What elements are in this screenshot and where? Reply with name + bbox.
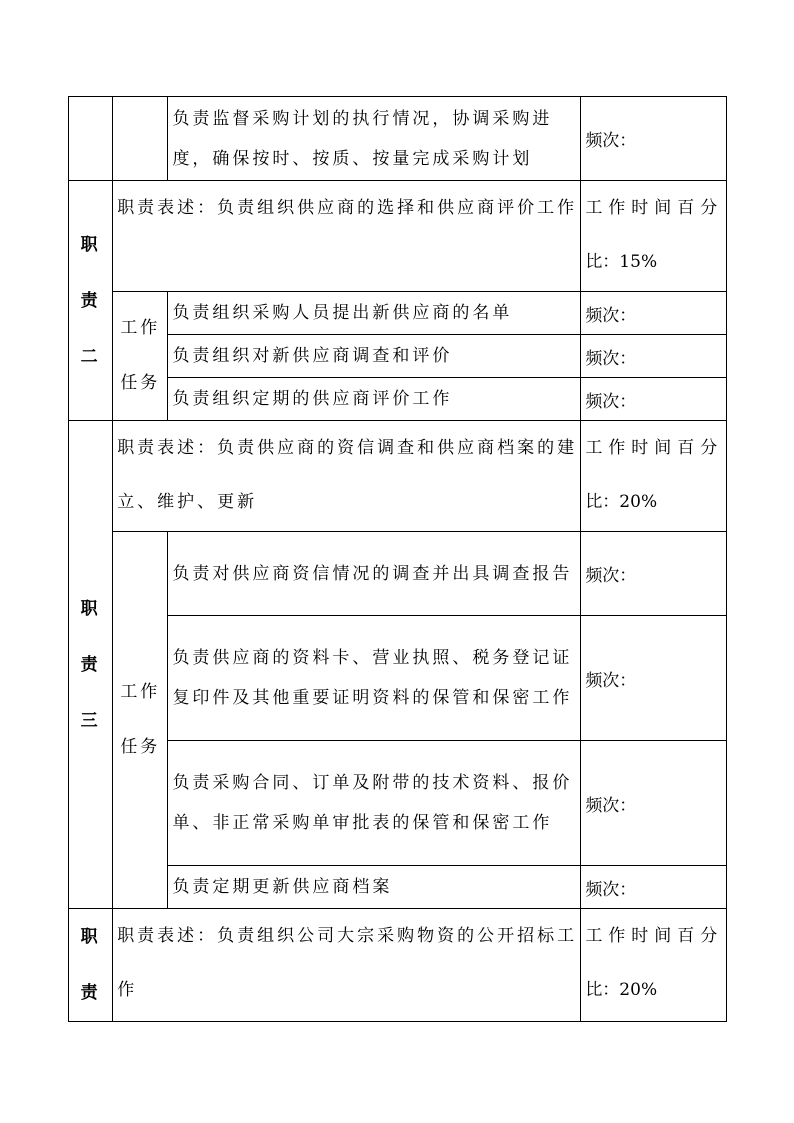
section-char: 三 xyxy=(80,710,101,731)
section-char: 二 xyxy=(80,346,101,367)
section-char: 职 xyxy=(80,927,101,947)
work-label: 任务 xyxy=(120,373,161,393)
pct-value: 比：15% xyxy=(585,252,658,272)
task-row xyxy=(69,532,727,616)
frequency-label: 频次： xyxy=(581,292,727,335)
duty-3-statement: 职责表述：负责供应商的资信调查和供应商档案的建立、维护、更新 xyxy=(113,421,581,532)
task-row xyxy=(69,866,727,909)
pct-label: 工作时间百分 xyxy=(585,926,724,946)
task-text: 负责组织采购人员提出新供应商的名单 xyxy=(168,292,581,335)
pct-label: 工作时间百分 xyxy=(585,438,724,458)
task-row xyxy=(69,616,727,741)
duty-3-work-tasks-label xyxy=(113,532,168,909)
duty-4-section-label xyxy=(69,909,113,1022)
task-text: 负责定期更新供应商档案 xyxy=(168,866,581,909)
duty-3-time-percentage xyxy=(581,421,727,532)
duty-4-statement: 职责表述：负责组织公司大宗采购物资的公开招标工作 xyxy=(113,909,581,1022)
task-text: 负责监督采购计划的执行情况，协调采购进度，确保按时、按质、按量完成采购计划 xyxy=(168,97,581,181)
task-row xyxy=(69,378,727,421)
duty-2-time-percentage xyxy=(581,181,727,292)
work-label: 工作 xyxy=(120,682,161,702)
frequency-label: 频次： xyxy=(581,741,727,866)
task-row xyxy=(69,292,727,335)
task-text: 负责供应商的资料卡、营业执照、税务登记证复印件及其他重要证明资料的保管和保密工作 xyxy=(168,616,581,741)
table-row xyxy=(69,97,727,181)
section-cell-empty xyxy=(69,97,113,181)
duty-2-work-tasks-label xyxy=(113,292,168,421)
work-label: 任务 xyxy=(120,737,161,757)
task-text: 负责对供应商资信情况的调查并出具调查报告 xyxy=(168,532,581,616)
duty-4-time-percentage xyxy=(581,909,727,1022)
task-text: 负责组织对新供应商调查和评价 xyxy=(168,335,581,378)
task-row xyxy=(69,741,727,866)
duty-statement-row xyxy=(69,909,727,1022)
duty-statement-row xyxy=(69,421,727,532)
frequency-label: 频次： xyxy=(581,335,727,378)
frequency-label: 频次： xyxy=(581,97,727,181)
duty-statement-row xyxy=(69,181,727,292)
frequency-label: 频次： xyxy=(581,866,727,909)
task-text: 负责采购合同、订单及附带的技术资料、报价单、非正常采购单审批表的保管和保密工作 xyxy=(168,741,581,866)
duty-2-statement: 职责表述：负责组织供应商的选择和供应商评价工作 xyxy=(113,181,581,292)
section-char: 职 xyxy=(80,598,101,619)
section-char: 责 xyxy=(80,290,101,311)
frequency-label: 频次： xyxy=(581,532,727,616)
section-char: 职 xyxy=(80,234,101,255)
job-duties-table xyxy=(68,96,727,1022)
duty-3-section-label xyxy=(69,421,113,909)
task-row xyxy=(69,335,727,378)
section-char: 责 xyxy=(80,983,101,1003)
work-cell-empty xyxy=(113,97,168,181)
pct-label: 工作时间百分 xyxy=(585,198,724,218)
task-text: 负责组织定期的供应商评价工作 xyxy=(168,378,581,421)
duty-2-section-label xyxy=(69,181,113,421)
frequency-label: 频次： xyxy=(581,378,727,421)
frequency-label: 频次： xyxy=(581,616,727,741)
pct-value: 比：20% xyxy=(585,980,658,1000)
work-label: 工作 xyxy=(120,318,161,338)
section-char: 责 xyxy=(80,654,101,675)
pct-value: 比：20% xyxy=(585,492,658,512)
